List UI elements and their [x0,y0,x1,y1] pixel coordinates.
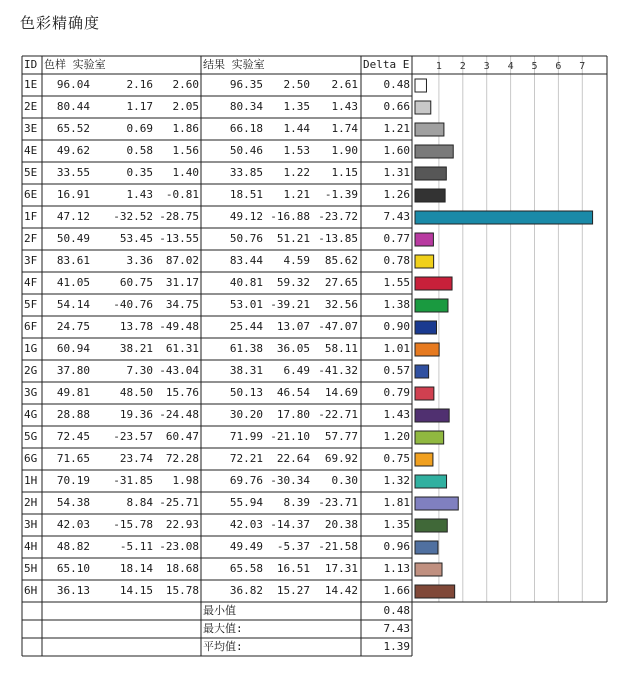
delta-e-bar-3E [415,123,444,136]
row-id: 3H [24,518,38,531]
sample-lab-value: 54.38 [56,496,90,509]
sample-lab-value: -15.78 [113,518,153,531]
result-lab-value: 14.42 [324,584,358,597]
result-lab-value: -30.34 [270,474,310,487]
x-tick-label: 5 [531,61,538,72]
result-lab-value: 96.35 [229,78,263,91]
delta-e-bar-6G [415,453,433,466]
result-lab-value: -23.72 [318,210,358,223]
row-id: 6F [24,320,38,333]
result-lab-value: 20.38 [324,518,358,531]
delta-e-value: 0.48 [383,78,410,91]
sample-lab-value: 96.04 [56,78,90,91]
sample-lab-value: -0.81 [165,188,199,201]
sample-lab-value: 7.30 [126,364,153,377]
result-lab-value: 50.76 [229,232,263,245]
header-id: ID [24,58,38,71]
row-id: 2G [24,364,38,377]
header-result-lab: 结果 实验室 [203,58,265,71]
delta-e-value: 1.35 [383,518,410,531]
sample-lab-value: 1.43 [126,188,153,201]
result-lab-value: 1.35 [283,100,310,113]
sample-lab-value: 37.80 [56,364,90,377]
sample-lab-value: -24.48 [159,408,199,421]
result-lab-value: -1.39 [324,188,358,201]
result-lab-value: 1.21 [283,188,310,201]
result-lab-value: 36.82 [229,584,263,597]
result-lab-value: 1.44 [283,122,310,135]
delta-e-value: 0.77 [383,232,410,245]
row-id: 6H [24,584,38,597]
result-lab-value: 51.21 [276,232,310,245]
sample-lab-value: 18.68 [165,562,199,575]
delta-e-bar-4E [415,145,453,158]
row-id: 3G [24,386,38,399]
sample-lab-value: 2.05 [172,100,199,113]
x-tick-label: 4 [507,61,514,72]
result-lab-value: 18.51 [229,188,263,201]
result-lab-value: -23.71 [318,496,358,509]
sample-lab-value: -13.55 [159,232,199,245]
sample-lab-value: 60.94 [56,342,90,355]
x-tick-label: 6 [555,61,562,72]
sample-lab-value: 49.62 [56,144,90,157]
sample-lab-value: 18.14 [119,562,153,575]
sample-lab-value: 54.14 [56,298,90,311]
delta-e-value: 0.57 [383,364,410,377]
row-id: 1F [24,210,38,223]
result-lab-value: 27.65 [324,276,358,289]
sample-lab-value: 1.17 [126,100,153,113]
row-id: 1H [24,474,38,487]
delta-e-bar-1G [415,343,439,356]
sample-lab-value: 33.55 [56,166,90,179]
delta-e-bar-1E [415,79,426,92]
sample-lab-value: 48.50 [119,386,153,399]
sample-lab-value: 24.75 [56,320,90,333]
delta-e-value: 1.20 [383,430,410,443]
sample-lab-value: 61.31 [165,342,199,355]
sample-lab-value: 50.49 [56,232,90,245]
result-lab-value: 1.74 [331,122,358,135]
sample-lab-value: 0.58 [126,144,153,157]
result-lab-value: 46.54 [276,386,310,399]
result-lab-value: 33.85 [229,166,263,179]
sample-lab-value: 3.36 [126,254,153,267]
result-lab-value: 42.03 [229,518,263,531]
summary-label: 最小值 [203,604,236,617]
result-lab-value: 1.43 [331,100,358,113]
delta-e-bar-4F [415,277,452,290]
result-lab-value: 65.58 [229,562,263,575]
delta-e-value: 1.13 [383,562,410,575]
header-sample-lab: 色样 实验室 [44,58,106,71]
result-lab-value: 55.94 [229,496,263,509]
result-lab-value: 83.44 [229,254,263,267]
summary-value: 1.39 [383,640,410,653]
result-lab-value: 1.53 [283,144,310,157]
result-lab-value: 49.49 [229,540,263,553]
delta-e-bar-3F [415,255,434,268]
row-id: 6G [24,452,38,465]
delta-e-bar-2G [415,365,429,378]
delta-e-value: 1.21 [383,122,410,135]
delta-e-bar-4H [415,541,438,554]
result-lab-value: 53.01 [229,298,263,311]
sample-lab-value: 60.75 [119,276,153,289]
sample-lab-value: 72.28 [165,452,199,465]
sample-lab-value: 65.10 [56,562,90,575]
sample-lab-value: -5.11 [119,540,153,553]
summary-value: 0.48 [383,604,410,617]
sample-lab-value: 15.76 [165,386,199,399]
result-lab-value: 25.44 [229,320,263,333]
sample-lab-value: 34.75 [165,298,199,311]
row-id: 3F [24,254,38,267]
result-lab-value: 6.49 [283,364,310,377]
sample-lab-value: 8.84 [126,496,153,509]
delta-e-value: 1.55 [383,276,410,289]
delta-e-bar-6H [415,585,455,598]
result-lab-value: 17.80 [276,408,310,421]
row-id: 5E [24,166,38,179]
result-lab-value: 15.27 [276,584,310,597]
result-lab-value: -5.37 [276,540,310,553]
row-id: 4F [24,276,38,289]
result-lab-value: -41.32 [318,364,358,377]
sample-lab-value: 1.56 [172,144,199,157]
delta-e-value: 1.26 [383,188,410,201]
sample-lab-value: 2.16 [126,78,153,91]
sample-lab-value: 19.36 [119,408,153,421]
result-lab-value: 17.31 [324,562,358,575]
sample-lab-value: -28.75 [159,210,199,223]
x-tick-label: 3 [483,61,490,72]
result-lab-value: -47.07 [318,320,358,333]
result-lab-value: 66.18 [229,122,263,135]
result-lab-value: 22.64 [276,452,310,465]
sample-lab-value: 71.65 [56,452,90,465]
sample-lab-value: -43.04 [159,364,199,377]
sample-lab-value: 65.52 [56,122,90,135]
result-lab-value: -16.88 [270,210,310,223]
result-lab-value: 16.51 [276,562,310,575]
sample-lab-value: 0.69 [126,122,153,135]
delta-e-bar-3H [415,519,447,532]
result-lab-value: 30.20 [229,408,263,421]
sample-lab-value: 38.21 [119,342,153,355]
row-id: 5F [24,298,38,311]
result-lab-value: 1.15 [331,166,358,179]
result-lab-value: 57.77 [324,430,358,443]
x-tick-label: 2 [459,61,466,72]
result-lab-value: 71.99 [229,430,263,443]
result-lab-value: 1.22 [283,166,310,179]
row-id: 2F [24,232,38,245]
delta-e-bar-2F [415,233,433,246]
sample-lab-value: 28.88 [56,408,90,421]
delta-e-bar-6F [415,321,437,334]
row-id: 3E [24,122,38,135]
sample-lab-value: 41.05 [56,276,90,289]
sample-lab-value: 31.17 [165,276,199,289]
sample-lab-value: 60.47 [165,430,199,443]
sample-lab-value: 80.44 [56,100,90,113]
sample-lab-value: 14.15 [119,584,153,597]
sample-lab-value: 48.82 [56,540,90,553]
delta-e-value: 0.79 [383,386,410,399]
delta-e-value: 0.75 [383,452,410,465]
delta-e-value: 1.66 [383,584,410,597]
sample-lab-value: 1.40 [172,166,199,179]
delta-e-value: 0.90 [383,320,410,333]
delta-e-value: 1.38 [383,298,410,311]
sample-lab-value: 16.91 [56,188,90,201]
result-lab-value: 61.38 [229,342,263,355]
delta-e-value: 0.66 [383,100,410,113]
result-lab-value: 40.81 [229,276,263,289]
sample-lab-value: 42.03 [56,518,90,531]
sample-lab-value: 83.61 [56,254,90,267]
sample-lab-value: 1.98 [172,474,199,487]
result-lab-value: -39.21 [270,298,310,311]
result-lab-value: 2.50 [283,78,310,91]
delta-e-value: 1.60 [383,144,410,157]
summary-value: 7.43 [383,622,410,635]
delta-e-value: 1.01 [383,342,410,355]
result-lab-value: 1.90 [331,144,358,157]
result-lab-value: 69.92 [324,452,358,465]
result-lab-value: 36.05 [276,342,310,355]
delta-e-bar-1H [415,475,447,488]
page-title: 色彩精确度 [20,14,101,32]
result-lab-value: 80.34 [229,100,263,113]
result-lab-value: -21.58 [318,540,358,553]
summary-label: 最大值: [203,622,243,635]
sample-lab-value: -32.52 [113,210,153,223]
result-lab-value: 0.30 [331,474,358,487]
result-lab-value: -14.37 [270,518,310,531]
sample-lab-value: 87.02 [165,254,199,267]
row-id: 2H [24,496,38,509]
result-lab-value: -21.10 [270,430,310,443]
result-lab-value: 49.12 [229,210,263,223]
sample-lab-value: -49.48 [159,320,199,333]
result-lab-value: 59.32 [276,276,310,289]
sample-lab-value: -23.57 [113,430,153,443]
delta-e-bar-5F [415,299,448,312]
result-lab-value: 4.59 [283,254,310,267]
result-lab-value: 50.46 [229,144,263,157]
x-tick-label: 7 [579,61,586,72]
result-lab-value: 69.76 [229,474,263,487]
sample-lab-value: 2.60 [172,78,199,91]
sample-lab-value: 72.45 [56,430,90,443]
delta-e-bar-6E [415,189,445,202]
sample-lab-value: -31.85 [113,474,153,487]
row-id: 2E [24,100,38,113]
delta-e-value: 1.32 [383,474,410,487]
row-id: 4E [24,144,38,157]
row-id: 4G [24,408,38,421]
sample-lab-value: 15.78 [165,584,199,597]
summary-label: 平均值: [203,640,243,653]
result-lab-value: 2.61 [331,78,358,91]
delta-e-value: 0.78 [383,254,410,267]
delta-e-value: 1.43 [383,408,410,421]
delta-e-value: 1.81 [383,496,410,509]
result-lab-value: 50.13 [229,386,263,399]
result-lab-value: 8.39 [283,496,310,509]
result-lab-value: 38.31 [229,364,263,377]
sample-lab-value: 13.78 [119,320,153,333]
result-lab-value: 72.21 [229,452,263,465]
sample-lab-value: 23.74 [119,452,153,465]
delta-e-bar-5G [415,431,444,444]
result-lab-value: 32.56 [324,298,358,311]
sample-lab-value: -25.71 [159,496,199,509]
row-id: 1G [24,342,38,355]
delta-e-value: 1.31 [383,166,410,179]
row-id: 5H [24,562,38,575]
sample-lab-value: 53.45 [119,232,153,245]
row-id: 6E [24,188,38,201]
result-lab-value: 13.07 [276,320,310,333]
sample-lab-value: 1.86 [172,122,199,135]
sample-lab-value: -40.76 [113,298,153,311]
delta-e-bar-3G [415,387,434,400]
sample-lab-value: 22.93 [165,518,199,531]
result-lab-value: 14.69 [324,386,358,399]
delta-e-bar-1F [415,211,593,224]
sample-lab-value: 0.35 [126,166,153,179]
header-delta-e: Delta E [363,58,410,71]
delta-e-value: 7.43 [383,210,410,223]
delta-e-bar-5H [415,563,442,576]
delta-e-bar-5E [415,167,446,180]
row-id: 5G [24,430,38,443]
sample-lab-value: 49.81 [56,386,90,399]
result-lab-value: 85.62 [324,254,358,267]
row-id: 4H [24,540,38,553]
delta-e-value: 0.96 [383,540,410,553]
result-lab-value: 58.11 [324,342,358,355]
sample-lab-value: 70.19 [56,474,90,487]
delta-e-bar-2E [415,101,431,114]
result-lab-value: -22.71 [318,408,358,421]
sample-lab-value: 36.13 [56,584,90,597]
sample-lab-value: -23.08 [159,540,199,553]
delta-e-bar-4G [415,409,449,422]
row-id: 1E [24,78,38,91]
delta-e-bar-2H [415,497,458,510]
result-lab-value: -13.85 [318,232,358,245]
x-tick-label: 1 [435,61,442,72]
sample-lab-value: 47.12 [56,210,90,223]
